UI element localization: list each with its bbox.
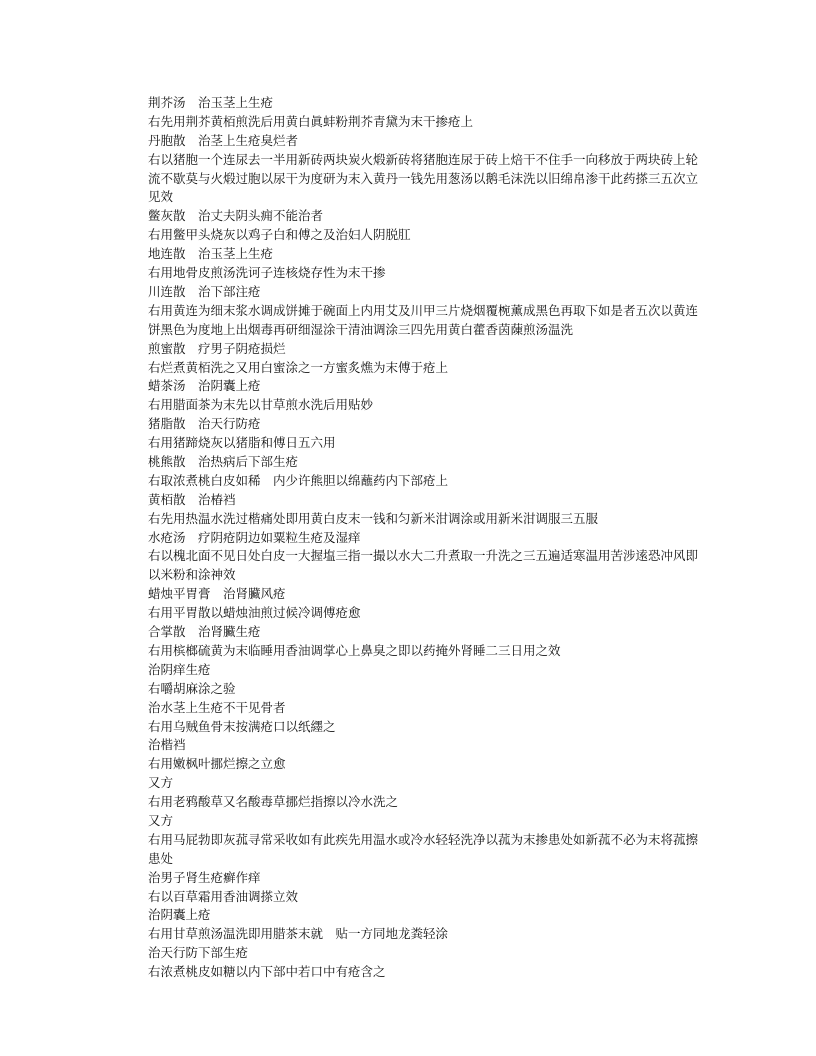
heading-jianmi-san: 煎蜜散 疗男子阴疮损烂 [148,340,286,356]
heading-zhi-yinyang: 治阴痒生疮 [148,661,211,677]
text-line: 右用老鸦酸草又名酸毒草挪烂指擦以冷水洗之 [148,794,399,810]
text-line: 右烂煮黄栢洗之又用白蜜涂之一方蜜炙燋为末傅于疮上 [148,359,449,375]
heading-zhuzhi-san: 猪脂散 治天行防疮 [148,416,261,432]
heading-chuanlian-san: 川连散 治下部注疮 [148,283,261,299]
heading-shuichuang-tang: 水疮汤 疗阴疮阴边如粟粒生疮及湿痒 [148,529,361,545]
text-line: 右嚼胡麻涂之验 [148,680,236,696]
heading-huangbai-san: 黄栢散 治椿裆 [148,491,236,507]
text-line: 右浓煮桃皮如糖以内下部中若口中有疮含之 [148,964,386,980]
heading-zhi-yinnang: 治阴囊上疮 [148,907,211,923]
text-line: 右先用荆芥黄栢煎洗后用黄白眞蚌粉荆芥青黛为末干掺疮上 [148,113,474,129]
heading-lazhu-pingwei-gao: 蜡烛平胃膏 治肾臟风疮 [148,586,286,602]
text-line: 右用嫩枫叶挪烂擦之立愈 [148,756,286,772]
heading-zhi-kaidang: 治楷裆 [148,737,186,753]
heading-youfang: 又方 [148,812,174,828]
text-line: 右用鳖甲头烧灰以鸡子白和傅之及治妇人阴脱肛 [148,227,411,243]
text-line: 右先用热温水洗过楷痛处即用黄白皮末一钱和匀新米泔调涂或用新米泔调服三五服 [148,510,599,526]
heading-jingjie-tang: 荆芥汤 治玉茎上生疮 [148,95,274,110]
text-paragraph: 右以猪胞一个连尿去一半用新砖两块炭火煅新砖将猪胞连尿于砖上焙干不住手一向移放于两块砖上轮流不歇莫与火煅过胞以尿干为度研为末入黄丹一钱先用葱汤以鹅毛沫洗以旧绵帛渗干此药搽三五次立见效 [148,151,699,205]
text-line: 右用地骨皮煎汤洗诃子连核烧存性为末干掺 [148,265,386,281]
text-line: 右用槟榔硫黄为末临睡用香油调掌心上鼻臭之即以药掩外肾睡二三日用之效 [148,642,561,658]
heading-lacha-tang: 蜡茶汤 治阴囊上疮 [148,378,261,394]
heading-hezhang-san: 合掌散 治肾臟生疮 [148,624,261,640]
heading-taoxiong-san: 桃熊散 治热病后下部生疮 [148,454,299,469]
text-line: 右用腊面茶为末先以甘草煎水洗后用贴妙 [148,397,374,413]
heading-youfang: 又方 [148,775,174,791]
heading-zhi-tianxing: 治天行防下部生疮 [148,945,249,961]
heading-zhi-shuijing: 治水茎上生疮不干见骨者 [148,699,286,715]
text-line: 右用猪蹄烧灰以猪脂和傅日五六用 [148,435,336,451]
heading-zhi-nanzi-shen: 治男子肾生疮癣作痒 [148,869,261,885]
text-line: 右取浓煮桃白皮如稀 内少许熊胆以绵蘸药内下部疮上 [148,472,449,488]
text-paragraph: 右用马屁勃即灰菰寻常采收如有此疾先用温水或冷水轻轻洗净以菰为末掺患处如新菰不必为末将菰擦患处 [148,831,699,866]
document-page [120,94,698,982]
text-line: 右用乌贼鱼骨末按满疮口以纸纆之 [148,718,336,734]
text-line: 右用甘草煎汤温洗即用腊茶末就 贴一方同地龙粪轻涂 [148,926,449,942]
heading-dilian-san: 地连散 治玉茎上生疮 [148,246,274,262]
text-paragraph: 右用黄连为细末浆水调成饼摊于碗面上内用艾及川甲三片烧烟覆椀薰成黑色再取下如是者五次以黄连饼黑色为度地上出烟毒再研细湿涂干清油调涂三四先用黄白藿香茵蔯煎汤温洗 [148,302,699,337]
text-paragraph: 右以槐北面不见日处白皮一大握塩三指一撮以水大二升煮取一升洗之三五遍适寒温用苦涉逺恐冲风即以米粉和涂神效 [148,548,699,583]
text-line: 右以百草霜用香油调搽立效 [148,888,299,904]
heading-danbao-san: 丹胞散 治茎上生疮臭烂者 [148,132,299,148]
text-line: 右用平胃散以蜡烛油煎过候冷调傅疮愈 [148,605,361,621]
heading-biehui-san: 鳖灰散 治丈夫阴头痈不能治者 [148,208,324,224]
